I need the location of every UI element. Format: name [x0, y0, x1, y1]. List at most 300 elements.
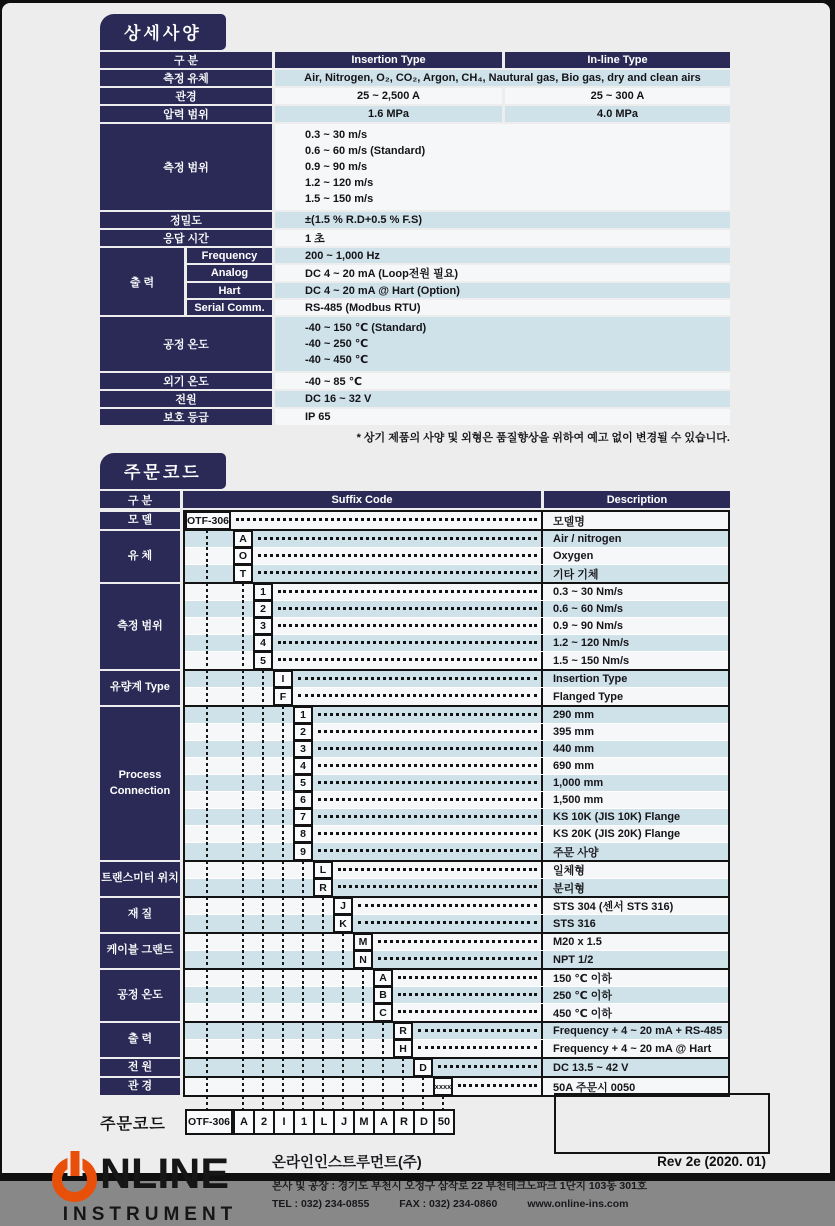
dashed-line [242, 1003, 244, 1022]
spec-value-line: -40 ~ 150 ℃ (Standard) [305, 322, 427, 334]
dotted-leader-line [398, 993, 537, 996]
dashed-line [322, 897, 324, 915]
spec-table-body [100, 70, 730, 425]
order-suffix-cell [185, 775, 543, 791]
dashed-line [242, 1058, 244, 1077]
spec-row-label: 측정 유체 [100, 70, 272, 86]
dashed-line [242, 757, 244, 775]
dashed-line [262, 808, 264, 826]
code-box-I: I [273, 670, 293, 688]
order-row [185, 758, 728, 775]
revision-stamp-box [554, 1093, 770, 1154]
order-row [185, 1040, 728, 1057]
order-suffix-cell [185, 652, 543, 669]
spec-row [100, 373, 730, 389]
spec-value-cell: 1 초 [275, 230, 730, 246]
dashed-line [206, 842, 208, 861]
dotted-leader-line [318, 747, 537, 750]
dashed-line [302, 1077, 304, 1096]
dashed-line [262, 791, 264, 809]
dashed-line [322, 986, 324, 1004]
order-suffix-cell [185, 809, 543, 825]
example-code-box-2: 2 [253, 1109, 275, 1135]
spec-value-cell: DC 4 ~ 20 mA @ Hart (Option) [275, 283, 730, 298]
code-box-O: O [233, 547, 253, 565]
datasheet-page [2, 3, 830, 1225]
spec-value-line: 0.9 ~ 90 m/s [305, 161, 368, 173]
dotted-leader-line [318, 815, 537, 818]
order-row [185, 512, 728, 529]
order-suffix-cell [185, 688, 543, 705]
spec-row-label: 출 력 [100, 248, 184, 315]
order-row [185, 635, 728, 652]
order-description-cell: NPT 1/2 [543, 951, 728, 968]
order-group-label-0: 모 델 [100, 512, 180, 529]
dotted-leader-line [458, 1084, 537, 1087]
example-code-box-D: D [413, 1109, 435, 1135]
code-box-6: 6 [293, 791, 313, 809]
dashed-line [242, 861, 244, 879]
spec-header-label: 구 분 [100, 52, 272, 68]
code-box-N: N [353, 950, 373, 969]
spec-value-line: -40 ~ 450 ℃ [305, 354, 369, 366]
spec-sub-row [184, 283, 730, 298]
order-group [185, 1023, 728, 1059]
code-box-4: 4 [253, 634, 273, 652]
dashed-line [342, 969, 344, 987]
dashed-line [206, 651, 208, 670]
code-box-7: 7 [293, 808, 313, 826]
dashed-line [282, 706, 284, 724]
dotted-leader-line [338, 885, 537, 888]
dashed-line [342, 1096, 344, 1110]
spec-sub-row [184, 265, 730, 281]
spec-value-inline: 4.0 MPa [505, 106, 730, 122]
dashed-line [362, 986, 364, 1004]
code-box-F: F [273, 687, 293, 706]
dashed-line [342, 1077, 344, 1096]
order-row [185, 826, 728, 843]
spec-disclaimer-note: * 상기 제품의 사양 및 외형은 품질향상을 위하여 예고 없이 변경될 수 있습니다. [356, 432, 730, 444]
dashed-line [206, 808, 208, 826]
spec-sub-label: Analog [187, 265, 272, 281]
spec-value-line: 0.3 ~ 30 m/s [305, 129, 368, 141]
order-suffix-cell [185, 584, 543, 600]
dashed-line [242, 687, 244, 706]
code-box-9: 9 [293, 842, 313, 861]
order-example-label: 주문코드 [100, 1115, 166, 1133]
code-box-xxxx: xxxx [433, 1077, 453, 1096]
order-description-cell: 0.9 ~ 90 Nm/s [543, 618, 728, 634]
dashed-line [362, 1003, 364, 1022]
dashed-line [322, 914, 324, 933]
code-box-M: M [353, 933, 373, 951]
order-row [185, 898, 728, 915]
example-code-box-50: 50 [433, 1109, 455, 1135]
code-box-1: 1 [293, 706, 313, 724]
dotted-leader-line [298, 694, 537, 697]
dashed-line [382, 1096, 384, 1110]
spec-sub-label: Serial Comm. [187, 300, 272, 315]
order-suffix-cell [185, 792, 543, 808]
dashed-line [402, 1077, 404, 1096]
dashed-line [282, 933, 284, 951]
example-code-box-A: A [373, 1109, 395, 1135]
dashed-line [206, 791, 208, 809]
order-suffix-cell [185, 843, 543, 860]
order-row [185, 792, 728, 809]
order-table-body [100, 510, 730, 1097]
order-row [185, 565, 728, 582]
dotted-leader-line [358, 904, 537, 907]
order-row [185, 707, 728, 724]
company-name: 온라인인스트루먼트(주) [272, 1155, 422, 1171]
dashed-line [242, 825, 244, 843]
dotted-leader-line [318, 798, 537, 801]
dashed-line [242, 1077, 244, 1096]
dotted-leader-line [438, 1065, 537, 1068]
order-row [185, 951, 728, 968]
order-description-cell: 395 mm [543, 724, 728, 740]
order-suffix-cell [185, 601, 543, 617]
spec-value-cell: 200 ~ 1,000 Hz [275, 248, 730, 263]
dashed-line [342, 1058, 344, 1077]
dashed-line [262, 740, 264, 758]
order-suffix-cell [185, 862, 543, 878]
order-description-cell: 290 mm [543, 707, 728, 723]
dashed-line [282, 897, 284, 915]
dashed-line [206, 547, 208, 565]
spec-row [100, 317, 730, 371]
dashed-line [206, 617, 208, 635]
dotted-leader-line [338, 868, 537, 871]
dashed-line [282, 808, 284, 826]
order-row [185, 987, 728, 1004]
code-box-4: 4 [293, 757, 313, 775]
order-suffix-cell [185, 635, 543, 651]
dashed-line [242, 986, 244, 1004]
dashed-line [282, 914, 284, 933]
order-row [185, 531, 728, 548]
order-description-cell: 250 ℃ 이하 [543, 987, 728, 1003]
dashed-line [342, 1003, 344, 1022]
order-suffix-cell [185, 987, 543, 1003]
dashed-line [322, 969, 324, 987]
company-fax: FAX : 032) 234-0860 [399, 1198, 498, 1210]
dashed-line [206, 564, 208, 583]
spec-row-label: 보호 등급 [100, 409, 272, 425]
spec-row-label: 정밀도 [100, 212, 272, 228]
dashed-line [322, 1039, 324, 1058]
dashed-line [242, 600, 244, 618]
spec-value-cell: IP 65 [275, 409, 730, 425]
dashed-line [242, 670, 244, 688]
order-description-cell: 1,000 mm [543, 775, 728, 791]
dashed-line [242, 878, 244, 897]
dotted-leader-line [318, 764, 537, 767]
spec-row [100, 106, 730, 122]
order-description-cell: STS 316 [543, 915, 728, 932]
order-group [185, 862, 728, 898]
dashed-line [262, 1039, 264, 1058]
dotted-leader-line [298, 677, 537, 680]
spec-value-cell [275, 317, 730, 371]
dashed-line [302, 914, 304, 933]
order-section-title: 주문코드 [100, 453, 226, 489]
order-row [185, 548, 728, 565]
order-description-cell: 기타 기체 [543, 565, 728, 582]
dashed-line [262, 878, 264, 897]
example-code-box-M: M [353, 1109, 375, 1135]
dashed-line [206, 986, 208, 1004]
spec-value-insertion: 1.6 MPa [275, 106, 502, 122]
dashed-line [342, 933, 344, 951]
dashed-line [206, 1077, 208, 1096]
order-suffix-cell [185, 970, 543, 986]
dashed-line [282, 1096, 284, 1110]
spec-value-cell: RS-485 (Modbus RTU) [275, 300, 730, 315]
dashed-line [262, 842, 264, 861]
code-box-2: 2 [253, 600, 273, 618]
order-group [185, 707, 728, 862]
order-group-label-8: 공정 온도 [100, 970, 180, 1021]
code-box-2: 2 [293, 723, 313, 741]
dashed-line [242, 1022, 244, 1040]
order-row [185, 671, 728, 688]
code-box-5: 5 [293, 774, 313, 792]
spec-two-col [275, 106, 730, 122]
dashed-line [382, 1039, 384, 1058]
spec-row-label: 측정 범위 [100, 124, 272, 210]
dashed-line [206, 670, 208, 688]
dashed-line [302, 986, 304, 1004]
dashed-line [362, 969, 364, 987]
order-group [185, 934, 728, 970]
dashed-line [302, 933, 304, 951]
order-group [185, 898, 728, 934]
spec-header-inline: In-line Type [505, 52, 730, 68]
order-description-cell: Oxygen [543, 548, 728, 564]
code-box-5: 5 [253, 651, 273, 670]
dashed-line [206, 861, 208, 879]
dashed-line [242, 933, 244, 951]
order-description-cell: 440 mm [543, 741, 728, 757]
dashed-line [262, 933, 264, 951]
dashed-line [322, 1058, 324, 1077]
spec-row-label: 공정 온도 [100, 317, 272, 371]
spec-header-columns [275, 52, 730, 68]
order-description-cell: 0.6 ~ 60 Nm/s [543, 601, 728, 617]
dashed-line [302, 969, 304, 987]
order-group-label-10: 전 원 [100, 1059, 180, 1076]
dashed-line [206, 723, 208, 741]
dashed-line [262, 1096, 264, 1110]
order-description-cell: KS 10K (JIS 10K) Flange [543, 809, 728, 825]
dashed-line [342, 950, 344, 969]
dotted-leader-line [278, 641, 537, 644]
spec-value-insertion: 25 ~ 2,500 A [275, 88, 502, 104]
order-suffix-cell [185, 1078, 543, 1095]
spec-table [100, 52, 730, 425]
order-description-cell: 1,500 mm [543, 792, 728, 808]
dashed-line [282, 1039, 284, 1058]
spec-section-title: 상세사양 [100, 14, 226, 50]
spec-row-label: 응답 시간 [100, 230, 272, 246]
dotted-leader-line [278, 658, 537, 661]
dashed-line [206, 825, 208, 843]
order-description-cell: 1.5 ~ 150 Nm/s [543, 652, 728, 669]
dotted-leader-line [358, 921, 537, 924]
dashed-line [262, 861, 264, 879]
dotted-leader-line [258, 537, 537, 540]
order-suffix-cell [185, 915, 543, 932]
dashed-line [302, 878, 304, 897]
dotted-leader-line [318, 832, 537, 835]
order-label-column [100, 510, 180, 1097]
dashed-line [302, 950, 304, 969]
dashed-line [442, 1096, 444, 1110]
spec-row [100, 230, 730, 246]
dashed-line [362, 1096, 364, 1110]
dotted-leader-line [398, 976, 537, 979]
order-group [185, 970, 728, 1023]
order-row [185, 741, 728, 758]
dashed-line [302, 1096, 304, 1110]
dashed-line [262, 969, 264, 987]
power-button-bar [67, 1151, 82, 1176]
dashed-line [282, 969, 284, 987]
spec-row [100, 70, 730, 86]
order-group-label-7: 케이블 그랜드 [100, 934, 180, 968]
power-button-icon [52, 1157, 97, 1202]
dashed-line [262, 1022, 264, 1040]
order-group-label-3: 유량계 Type [100, 671, 180, 705]
spec-output-group [100, 248, 730, 315]
order-row [185, 970, 728, 987]
dashed-line [206, 914, 208, 933]
dashed-line [262, 825, 264, 843]
spec-value-line: 1.5 ~ 150 m/s [305, 193, 374, 205]
code-box-8: 8 [293, 825, 313, 843]
dashed-line [206, 706, 208, 724]
order-suffix-cell [185, 934, 543, 950]
order-row [185, 724, 728, 741]
dashed-line [382, 1077, 384, 1096]
order-group-label-4: Process Connection [100, 707, 180, 860]
company-website: www.online-ins.com [527, 1198, 629, 1210]
logo-subtext: INSTRUMENT [62, 1204, 238, 1225]
dashed-line [302, 861, 304, 879]
dotted-leader-line [398, 1010, 537, 1013]
spec-value-inline: 25 ~ 300 A [505, 88, 730, 104]
spec-header-row [100, 52, 730, 68]
order-header-suffix: Suffix Code [183, 491, 541, 508]
order-suffix-cell [185, 898, 543, 914]
order-description-cell: 690 mm [543, 758, 728, 774]
example-code-box-1: 1 [293, 1109, 315, 1135]
order-suffix-cell [185, 1004, 543, 1021]
code-box-1: 1 [253, 583, 273, 601]
dashed-line [282, 757, 284, 775]
spec-value-cell: DC 4 ~ 20 mA (Loop전원 필요) [275, 265, 730, 281]
dashed-line [242, 969, 244, 987]
dotted-leader-line [278, 607, 537, 610]
dashed-line [322, 1003, 324, 1022]
dashed-line [342, 986, 344, 1004]
dotted-leader-line [258, 571, 537, 574]
dashed-line [206, 757, 208, 775]
order-suffix-cell [185, 531, 543, 547]
dotted-leader-line [378, 957, 537, 960]
dashed-line [206, 634, 208, 652]
order-group-label-5: 트랜스미터 위치 [100, 862, 180, 896]
spec-header-insertion: Insertion Type [275, 52, 502, 68]
dashed-line [282, 723, 284, 741]
spec-sub-row [184, 300, 730, 315]
dashed-line [262, 1058, 264, 1077]
order-row [185, 843, 728, 860]
dashed-line [282, 740, 284, 758]
dashed-line [242, 583, 244, 601]
dotted-leader-line [278, 590, 537, 593]
order-group-label-11: 관 경 [100, 1078, 180, 1095]
order-suffix-cell [185, 879, 543, 896]
dashed-line [302, 1022, 304, 1040]
code-box-D: D [413, 1058, 433, 1077]
order-description-cell: 0.3 ~ 30 Nm/s [543, 584, 728, 600]
dashed-line [322, 1022, 324, 1040]
example-code-box-OTF-306: OTF-306 [185, 1109, 233, 1135]
order-description-cell: KS 20K (JIS 20K) Flange [543, 826, 728, 842]
dashed-line [206, 950, 208, 969]
order-grid [183, 510, 730, 1097]
dashed-line [262, 706, 264, 724]
dashed-line [262, 723, 264, 741]
spec-row [100, 88, 730, 104]
spec-sub-label: Frequency [187, 248, 272, 263]
spec-value-cell [275, 124, 730, 210]
dashed-line [362, 1077, 364, 1096]
code-connector-lines [185, 1097, 543, 1109]
dashed-line [302, 1058, 304, 1077]
dashed-line [206, 530, 208, 548]
dashed-line [242, 808, 244, 826]
dashed-line [206, 1022, 208, 1040]
dashed-line [282, 791, 284, 809]
spec-sub-label: Hart [187, 283, 272, 298]
dashed-line [282, 825, 284, 843]
logo-wordmark: NLINE [100, 1150, 229, 1198]
order-row [185, 1023, 728, 1040]
order-description-cell: 150 ℃ 이하 [543, 970, 728, 986]
order-row [185, 775, 728, 792]
order-description-cell: M20 x 1.5 [543, 934, 728, 950]
company-tel: TEL : 032) 234-0855 [272, 1198, 370, 1210]
dashed-line [242, 1039, 244, 1058]
dashed-line [282, 842, 284, 861]
order-suffix-cell [185, 512, 543, 529]
dashed-line [302, 1003, 304, 1022]
dashed-line [282, 1003, 284, 1022]
dashed-line [422, 1096, 424, 1110]
example-code-box-R: R [393, 1109, 415, 1135]
order-group [185, 1059, 728, 1078]
code-box-3: 3 [293, 740, 313, 758]
order-description-cell: DC 13.5 ~ 42 V [543, 1059, 728, 1076]
spec-value-cell: -40 ~ 85 ℃ [275, 373, 730, 389]
dashed-line [262, 1003, 264, 1022]
order-group-label-1: 유 체 [100, 531, 180, 582]
